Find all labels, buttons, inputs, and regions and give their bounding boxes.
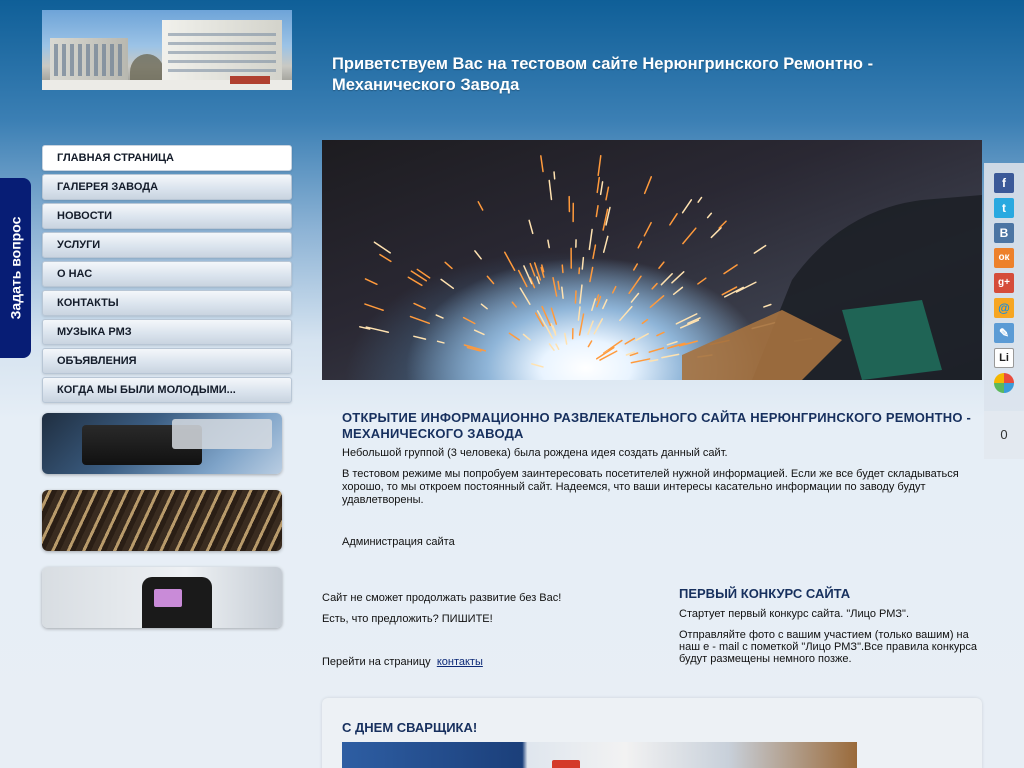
nav-item-gallery[interactable]: ГАЛЕРЕЯ ЗАВОДА [42, 174, 292, 200]
odnoklassniki-icon[interactable]: ок [994, 248, 1014, 268]
social-share-bar [984, 163, 1024, 459]
livejournal-icon[interactable]: ✎ [994, 323, 1014, 343]
contacts-link[interactable]: контакты [436, 656, 483, 668]
appeal-line: Есть, что предложить? ПИШИТЕ! [322, 613, 493, 625]
contest-heading: ПЕРВЫЙ КОНКУРС САЙТА [679, 586, 851, 601]
nav-item-home[interactable]: ГЛАВНАЯ СТРАНИЦА [42, 145, 292, 171]
nav-item-ads[interactable]: ОБЪЯВЛЕНИЯ [42, 348, 292, 374]
mail-ru-icon[interactable]: @ [994, 298, 1014, 318]
contest-paragraph: Отправляйте фото с вашим участием (только вашим) на наш е - mail с пометкой "Лицо РМЗ".Все правила конкурса будут размещены немного позже. [679, 629, 977, 665]
nav-item-young[interactable]: КОГДА МЫ БЫЛИ МОЛОДЫМИ... [42, 377, 292, 403]
header-factory-photo [42, 10, 292, 90]
welding-mask-thumbnail[interactable] [42, 567, 282, 628]
surfingbird-icon[interactable] [994, 373, 1014, 393]
appeal-block [322, 592, 642, 669]
twitter-icon[interactable]: t [994, 198, 1014, 218]
article-heading: ОТКРЫТИЕ ИНФОРМАЦИОННО РАЗВЛЕКАТЕЛЬНОГО САЙТА НЕРЮНГРИНСКОГО РЕМОНТНО - МЕХАНИЧЕСКОГО ЗАВОДА [342, 410, 971, 441]
nav-item-news[interactable]: НОВОСТИ [42, 203, 292, 229]
ask-question-label: Задать вопрос [7, 216, 24, 320]
nav-item-contacts[interactable]: КОНТАКТЫ [42, 290, 292, 316]
main-article [342, 410, 972, 549]
welder-day-banner [342, 742, 857, 768]
equipment-thumbnail[interactable] [42, 413, 282, 474]
liveinternet-icon[interactable]: Li [994, 348, 1014, 368]
article-paragraph: В тестовом режиме мы попробуем заинтересовать посетителей нужной информацией. Если же все будет складываться хорошо, то мы откроем постоянный сайт. Надеемся, что ваши интересы касательно информации по заводу будут удавлетворены. [342, 468, 959, 506]
page-title: Приветствуем Вас на тестовом сайте Нерюнгринского Ремонтно - Механического Завода [332, 55, 874, 94]
main-nav [42, 145, 292, 406]
contest-paragraph: Стартует первый конкурс сайта. "Лицо РМЗ". [679, 608, 910, 620]
hero-welding-image [322, 140, 982, 380]
welder-day-block [322, 698, 982, 768]
contest-block [679, 585, 979, 665]
share-counter: 0 [984, 411, 1024, 459]
nav-item-about[interactable]: О НАС [42, 261, 292, 287]
google-plus-icon[interactable]: g+ [994, 273, 1014, 293]
goto-prefix: Перейти на страницу [322, 656, 431, 668]
nav-item-services[interactable]: УСЛУГИ [42, 232, 292, 258]
nav-item-music[interactable]: МУЗЫКА РМЗ [42, 319, 292, 345]
vkontakte-icon[interactable]: В [994, 223, 1014, 243]
welder-day-heading: С ДНЕМ СВАРЩИКА! [342, 720, 478, 735]
article-signature: Администрация сайта [342, 536, 455, 548]
facebook-icon[interactable]: f [994, 173, 1014, 193]
appeal-line: Сайт не сможет продолжать развитие без Вас! [322, 592, 562, 604]
article-paragraph: Небольшой группой (3 человека) была рождена идея создать данный сайт. [342, 447, 728, 459]
electrodes-thumbnail[interactable] [42, 490, 282, 551]
ask-question-tab[interactable] [0, 178, 31, 358]
